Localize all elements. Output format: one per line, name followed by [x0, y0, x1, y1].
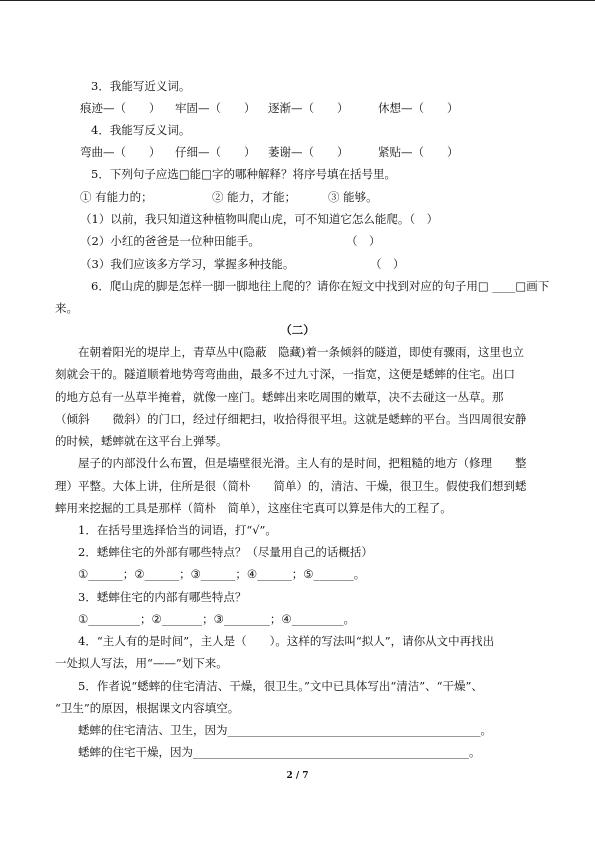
- meaning-option: ① 有能力的；: [80, 190, 153, 204]
- q3-items: [80, 100, 500, 116]
- s2-q1: 1．在括号里选择恰当的词语，打“√”。: [78, 523, 277, 537]
- q5-heading: 5．下列句子应选□能□字的哪种解释？将序号填在括号里。: [91, 167, 397, 181]
- s2-q2-blanks: ①______；②______；③______；④______；⑤_______。: [78, 567, 366, 581]
- meaning-option: ② 能力，才能；: [212, 190, 297, 204]
- q3-heading: 3．我能写近义词。: [91, 79, 191, 93]
- passage-line: （倾斜 微斜）的门口，经过仔细耙扫，收拾得很平坦。这就是蟋蟀的平台。当四周很安静: [55, 412, 527, 426]
- q5-sentence-2-blank: （ ）: [346, 234, 381, 248]
- synonym-item: 逐渐—（ ）: [268, 101, 349, 115]
- q5-sentence-2: （2）小红的爸爸是一位种田能手。: [80, 234, 260, 248]
- passage-line: 刻就会干的。隧道顺着地势弯弯曲曲，最多不过九寸深，一指宽，这便是蟋蟀的住宅。出口: [55, 367, 515, 381]
- meaning-option: ③ 能够。: [328, 190, 378, 204]
- antonym-item: 仔细—（ ）: [175, 145, 256, 159]
- passage-line: 的地方总有一丛草半掩着，就像一座门。蟋蟀出来吃周围的嫩草，决不去碰这一丛草。那: [55, 390, 504, 404]
- s2-q3-blanks: ①_________；②_______；③________；④_________。: [78, 612, 355, 626]
- s2-q5-answer-1: 蟋蟀的住宅清洁、卫生，因为____________________________________________。: [78, 723, 492, 737]
- s2-q5-line-1: 5．作者说“蟋蟀的住宅清洁、干燥，很卫生。”文中已具体写出“清洁”、“干燥”、: [78, 679, 483, 693]
- q5-options: [80, 189, 500, 205]
- s2-q4-line-2: 一处拟人写法，用“——”划下来。: [55, 656, 228, 670]
- s2-q5-line-2: “卫生”的原因，根据课文内容填空。: [55, 701, 240, 715]
- q4-heading: 4．我能写反义词。: [91, 123, 191, 137]
- passage-line: 在朝着阳光的堤岸上，青草丛中(隐蔽 隐藏)着一条倾斜的隧道，即使有骤雨，这里也立: [78, 345, 524, 359]
- q6-line-1: 6．爬山虎的脚是怎样一脚一脚地往上爬的？请你在短文中找到对应的句子用□ ____□画下: [91, 279, 550, 293]
- s2-q5-answer-2: 蟋蟀的住宅干燥，因为________________________________________________。: [78, 745, 481, 759]
- synonym-item: 休想—（ ）: [378, 101, 459, 115]
- antonym-item: 萎谢—（ ）: [268, 145, 349, 159]
- page-top-border: [0, 0, 595, 1]
- passage-line: 蟀用来挖掘的工具是那样（简朴 简单），这座住宅真可以算是伟大的工程了。: [55, 501, 452, 515]
- q6-line-2: 来。: [55, 301, 78, 315]
- q5-sentence-3: （3）我们应该多方学习，掌握多种技能。: [80, 257, 295, 271]
- passage-line: 理）平整。大体上讲，住所是很（简朴 简单）的，清洁、干燥，很卫生。假使我们想到蟋: [55, 479, 527, 493]
- antonym-item: 紧贴—（ ）: [378, 145, 459, 159]
- s2-q4-line-1: 4．“主人有的是时间”，主人是（ ）。这样的写法叫“拟人”，请你从文中再找出: [78, 634, 495, 648]
- q4-items: [80, 144, 500, 160]
- passage-line: 的时候，蟋蟀就在这平台上弹琴。: [55, 434, 228, 448]
- antonym-item: 弯曲—（ ）: [80, 145, 161, 159]
- s2-q3: 3．蟋蟀住宅的内部有哪些特点？: [78, 590, 247, 604]
- s2-q2: 2．蟋蟀住宅的外部有哪些特点？（尽量用自己的话概括）: [78, 545, 373, 559]
- synonym-item: 痕迹—（ ）: [80, 101, 161, 115]
- q5-sentence-1: （1）以前，我只知道这种植物叫爬山虎，可不知道它怎么能爬。（ ）: [80, 212, 439, 226]
- q5-sentence-3-blank: （ ）: [370, 257, 405, 271]
- synonym-item: 牢固—（ ）: [175, 101, 256, 115]
- passage-line: 屋子的内部没什么布置，但是墙壁很光滑。主人有的是时间，把粗糙的地方（修理 整: [78, 456, 527, 470]
- section-title: （二）: [280, 323, 315, 337]
- page-number: 2 / 7: [286, 771, 309, 781]
